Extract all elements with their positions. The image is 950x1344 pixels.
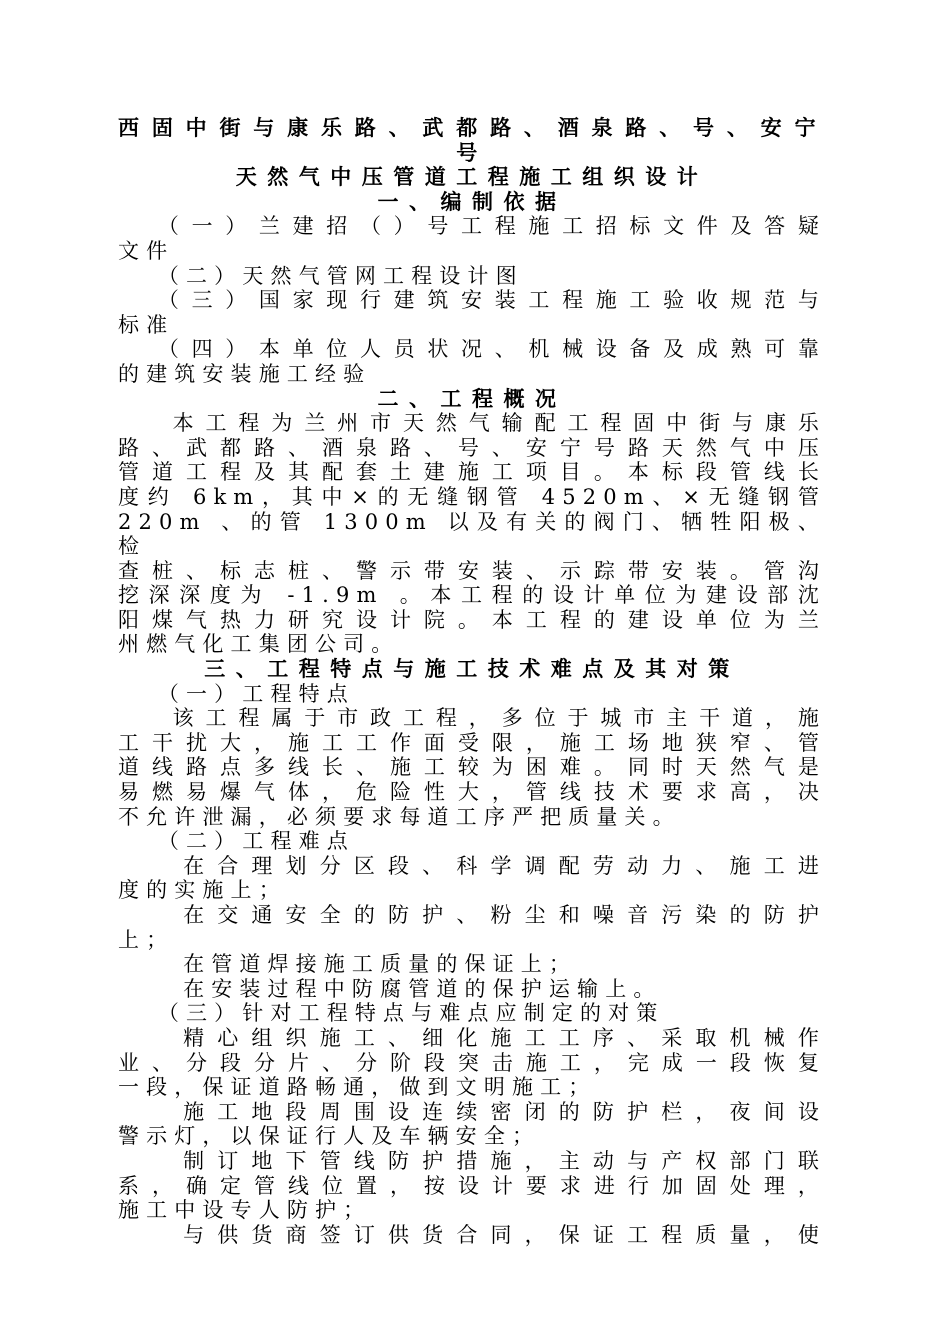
countermeasures-line: 一段，保证道路畅通，做到文明施工；: [118, 1075, 597, 1100]
title-line-1-continued: 号: [456, 139, 488, 165]
subsection-difficulties: （二）工程难点: [157, 829, 355, 854]
basis-item-3: （三）国家现行建筑安装工程施工验收规范与: [157, 288, 826, 313]
overview-line: 220m 、的管 1300m 以及有关的阀门、牺牲阳极、检: [118, 509, 826, 559]
difficulties-line: 上；: [118, 927, 175, 952]
overview-line: 查桩、标志桩、警示带安装、示踪带安装。管沟: [118, 558, 826, 583]
features-line: 易燃易爆气体，危险性大，管线技术要求高，决: [118, 780, 826, 805]
difficulties-line: 在安装过程中防腐管道的保护运输上。: [183, 976, 662, 1001]
countermeasures-line: 制订地下管线防护措施，主动与产权部门联: [183, 1148, 826, 1173]
overview-line: 本工程为兰州市天然气输配工程固中街与康乐: [172, 411, 826, 436]
section-3-heading: 三、工程特点与施工技术难点及其对策: [204, 656, 740, 682]
basis-item-2: （二）天然气管网工程设计图: [157, 263, 524, 288]
basis-item-1: （一）兰建招（）号工程施工招标文件及答疑: [157, 214, 826, 239]
basis-item-4-continued: 的建筑安装施工经验: [118, 361, 372, 386]
overview-line: 州燃气化工集团公司。: [118, 632, 400, 657]
countermeasures-line: 精心组织施工、细化施工工序、采取机械作: [183, 1025, 826, 1050]
features-line: 不允许泄漏，必须要求每道工序严把质量关。: [118, 804, 681, 829]
countermeasures-line: 业、分段分片、分阶段突击施工，完成一段恢复: [118, 1050, 826, 1075]
section-2-heading: 二、工程概况: [377, 385, 567, 411]
overview-line: 管道工程及其配套土建施工项目。本标段管线长: [118, 460, 826, 485]
section-1-heading: 一、编制依据: [377, 188, 567, 214]
countermeasures-line: 与供货商签订供货合同，保证工程质量，使: [183, 1222, 826, 1247]
document-page: [118, 116, 826, 1247]
basis-item-3-continued: 标准: [118, 312, 175, 337]
overview-line: 阳煤气热力研究设计院。本工程的建设单位为兰: [118, 607, 826, 632]
features-line: 该工程属于市政工程，多位于城市主干道，施: [172, 706, 826, 731]
subsection-features: （一）工程特点: [157, 681, 355, 706]
overview-line: 挖深深度为 -1.9m 。本工程的设计单位为建设部沈: [118, 583, 826, 608]
basis-item-1-continued: 文件: [118, 238, 175, 263]
countermeasures-line: 系，确定管线位置，按设计要求进行加固处理，: [118, 1173, 826, 1198]
subsection-countermeasures: （三）针对工程特点与难点应制定的对策: [157, 1001, 665, 1026]
overview-line: 度约 6km，其中×的无缝钢管 4520m、×无缝钢管: [118, 484, 826, 509]
difficulties-line: 在合理划分区段、科学调配劳动力、施工进: [183, 853, 826, 878]
features-line: 道线路点多线长、施工较为困难。同时天然气是: [118, 755, 826, 780]
title-line-2: 天然气中压管道工程施工组织设计: [235, 164, 709, 190]
countermeasures-line: 施工中设专人防护；: [118, 1198, 372, 1223]
features-line: 工干扰大，施工工作面受限，施工场地狭窄、管: [118, 730, 826, 755]
overview-line: 路、武都路、酒泉路、号、安宁号路天然气中压: [118, 435, 826, 460]
difficulties-line: 在管道焊接施工质量的保证上；: [183, 952, 578, 977]
title-line-1: 西固中街与康乐路、武都路、酒泉路、号、安宁: [118, 115, 826, 140]
difficulties-line: 度的实施上；: [118, 878, 287, 903]
basis-item-4: （四）本单位人员状况、机械设备及成熟可靠: [157, 337, 826, 362]
countermeasures-line: 警示灯，以保证行人及车辆安全；: [118, 1124, 541, 1149]
difficulties-line: 在交通安全的防护、粉尘和噪音污染的防护: [183, 903, 826, 927]
countermeasures-line: 施工地段周围设连续密闭的防护栏，夜间设: [183, 1099, 826, 1124]
